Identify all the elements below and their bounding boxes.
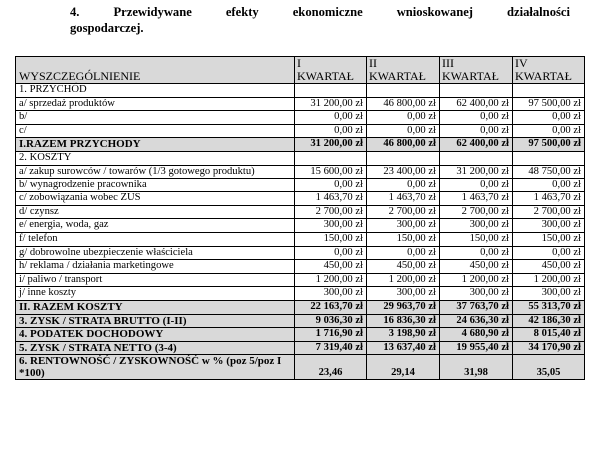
row-value [367,151,440,165]
row-value: 1 463,70 zł [295,192,367,206]
row-value: 1 463,70 zł [367,192,440,206]
row-value: 0,00 zł [295,178,367,192]
row-value: 300,00 zł [367,287,440,301]
row-value: 2 700,00 zł [440,205,513,219]
row-value: 0,00 zł [295,246,367,260]
row-value: 0,00 zł [295,111,367,125]
row-value [295,84,367,98]
row-value: 1 463,70 zł [513,192,585,206]
row-value: 300,00 zł [513,219,585,233]
row-label: i/ paliwo / transport [16,273,295,287]
row-value [440,84,513,98]
row-value: 0,00 zł [513,111,585,125]
row-value: 22 163,70 zł [295,300,367,314]
row-label: f/ telefon [16,232,295,246]
row-value: 0,00 zł [367,124,440,138]
row-value: 300,00 zł [440,287,513,301]
row-value: 2 700,00 zł [513,205,585,219]
row-value: 31 200,00 zł [295,97,367,111]
section-heading [70,4,570,36]
row-value: 450,00 zł [513,260,585,274]
row-label: II. RAZEM KOSZTY [16,300,295,314]
table-row [16,192,585,206]
row-value: 150,00 zł [440,232,513,246]
row-value: 34 170,90 zł [513,341,585,355]
row-value: 29,14 [367,355,440,380]
row-value: 300,00 zł [367,219,440,233]
row-value: 3 198,90 zł [367,328,440,342]
row-label: 5. ZYSK / STRATA NETTO (3-4) [16,341,295,355]
header-quarter [513,57,585,84]
row-value: 0,00 zł [440,111,513,125]
row-label: b/ wynagrodzenie pracownika [16,178,295,192]
row-value: 37 763,70 zł [440,300,513,314]
row-label: c/ zobowiązania wobec ZUS [16,192,295,206]
row-value: 97 500,00 zł [513,138,585,152]
table-row [16,205,585,219]
row-value: 0,00 zł [295,124,367,138]
table-row [16,300,585,314]
row-value: 7 319,40 zł [295,341,367,355]
row-value: 13 637,40 zł [367,341,440,355]
row-value: 450,00 zł [295,260,367,274]
table-row [16,219,585,233]
row-value: 31 200,00 zł [440,165,513,178]
table-row [16,151,585,165]
row-value: 4 680,90 zł [440,328,513,342]
row-value: 300,00 zł [295,287,367,301]
table-row [16,138,585,152]
row-value: 300,00 zł [513,287,585,301]
row-label: g/ dobrowolne ubezpieczenie właściciela [16,246,295,260]
quarter-word: KWARTAŁ [515,69,572,83]
row-value [295,151,367,165]
heading-word: działalności [507,5,570,19]
row-label: a/ zakup surowców / towarów (1/3 gotowego produktu) [16,165,295,178]
row-value: 1 200,00 zł [367,273,440,287]
row-value: 450,00 zł [367,260,440,274]
row-value: 0,00 zł [513,178,585,192]
row-label: 4. PODATEK DOCHODOWY [16,328,295,342]
heading-line-2: gospodarczej. [70,21,144,35]
row-value: 2 700,00 zł [367,205,440,219]
row-value: 35,05 [513,355,585,380]
row-label: e/ energia, woda, gaz [16,219,295,233]
row-value: 42 186,30 zł [513,314,585,328]
row-value: 0,00 zł [367,111,440,125]
row-label: I.RAZEM PRZYCHODY [16,138,295,152]
heading-line-1 [70,4,570,20]
row-value: 0,00 zł [440,178,513,192]
row-value: 23,46 [295,355,367,380]
row-value: 46 800,00 zł [367,97,440,111]
row-value: 0,00 zł [440,124,513,138]
table-row [16,111,585,125]
quarter-word: KWARTAŁ [369,69,426,83]
table-row [16,273,585,287]
row-label: 1. PRZYCHÓD [16,84,295,98]
row-value: 23 400,00 zł [367,165,440,178]
row-value: 150,00 zł [295,232,367,246]
row-value: 9 036,30 zł [295,314,367,328]
economic-effects-table [15,56,585,380]
header-quarter [295,57,367,84]
table-row [16,165,585,178]
row-value: 29 963,70 zł [367,300,440,314]
row-value: 450,00 zł [440,260,513,274]
row-value: 55 313,70 zł [513,300,585,314]
row-value: 31 200,00 zł [295,138,367,152]
row-value: 0,00 zł [513,124,585,138]
table-row [16,232,585,246]
row-value [513,151,585,165]
quarter-roman: IV [515,56,528,70]
row-label: 6. RENTOWNOŚĆ / ZYSKOWNOŚĆ w % (poz 5/poz I *100) [16,355,295,380]
row-value: 97 500,00 zł [513,97,585,111]
row-label: b/ [16,111,295,125]
row-value [440,151,513,165]
row-value: 1 200,00 zł [440,273,513,287]
quarter-roman: III [442,56,454,70]
row-value: 300,00 zł [295,219,367,233]
row-value: 1 200,00 zł [513,273,585,287]
table-row [16,178,585,192]
row-value: 8 015,40 zł [513,328,585,342]
header-label: WYSZCZEGÓLNIENIE [16,57,295,84]
table-row [16,341,585,355]
heading-word: wnioskowanej [396,5,473,19]
row-value: 62 400,00 zł [440,138,513,152]
table-row [16,287,585,301]
quarter-word: KWARTAŁ [297,69,354,83]
row-value: 1 716,90 zł [295,328,367,342]
row-label: c/ [16,124,295,138]
row-value: 0,00 zł [367,246,440,260]
row-value: 48 750,00 zł [513,165,585,178]
row-value: 19 955,40 zł [440,341,513,355]
quarter-word: KWARTAŁ [442,69,499,83]
row-value: 0,00 zł [440,246,513,260]
table-row [16,314,585,328]
row-value: 0,00 zł [513,246,585,260]
row-value: 300,00 zł [440,219,513,233]
table-body [16,84,585,380]
table-header-row [16,57,585,84]
row-value: 15 600,00 zł [295,165,367,178]
row-value: 62 400,00 zł [440,97,513,111]
table-row [16,124,585,138]
row-label: j/ inne koszty [16,287,295,301]
row-value: 1 200,00 zł [295,273,367,287]
row-label: 3. ZYSK / STRATA BRUTTO (I-II) [16,314,295,328]
row-value: 46 800,00 zł [367,138,440,152]
row-value: 150,00 zł [513,232,585,246]
row-value [513,84,585,98]
table-row [16,355,585,380]
row-label: d/ czynsz [16,205,295,219]
quarter-roman: I [297,56,301,70]
table-row [16,328,585,342]
row-value [367,84,440,98]
header-quarter [367,57,440,84]
heading-number: 4. [70,5,80,19]
header-quarter [440,57,513,84]
table-row [16,97,585,111]
row-value: 31,98 [440,355,513,380]
heading-word: efekty [225,5,259,19]
row-value: 24 636,30 zł [440,314,513,328]
table-row [16,84,585,98]
row-value: 150,00 zł [367,232,440,246]
row-label: h/ reklama / działania marketingowe [16,260,295,274]
row-value: 0,00 zł [367,178,440,192]
heading-word: ekonomiczne [292,5,363,19]
heading-word: Przewidywane [113,5,192,19]
row-value: 2 700,00 zł [295,205,367,219]
row-value: 16 836,30 zł [367,314,440,328]
table-row [16,246,585,260]
row-label: 2. KOSZTY [16,151,295,165]
row-label: a/ sprzedaż produktów [16,97,295,111]
table-row [16,260,585,274]
quarter-roman: II [369,56,377,70]
row-value: 1 463,70 zł [440,192,513,206]
